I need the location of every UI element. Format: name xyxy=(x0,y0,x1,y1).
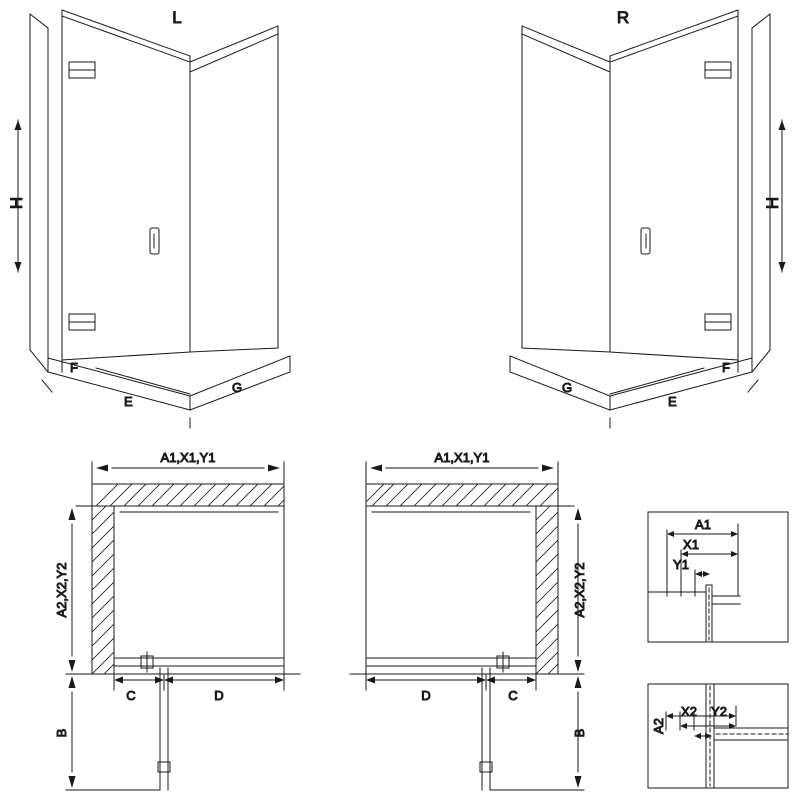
iso-left-label-g: G xyxy=(232,380,243,395)
plan-view-left xyxy=(54,450,300,790)
iso-right-label-e: E xyxy=(668,394,677,409)
plan-right-dim-b: B xyxy=(572,728,587,738)
detail-top xyxy=(648,512,788,642)
plan-right-side-dim: A2,X2,Y2 xyxy=(572,562,587,618)
detail-bottom xyxy=(648,684,788,788)
plan-left-dim-b: B xyxy=(54,728,69,738)
detail-top-dim-y1: Y1 xyxy=(673,557,689,572)
detail-top-dim-x1: X1 xyxy=(683,537,699,552)
plan-left-side-dim: A2,X2,Y2 xyxy=(54,562,69,618)
plan-right-dim-c: C xyxy=(508,688,518,703)
plan-left-dim-d: D xyxy=(214,688,224,703)
detail-bottom-dim-a2: A2 xyxy=(651,718,666,734)
plan-view-right xyxy=(350,450,587,790)
iso-right-label-f: F xyxy=(722,360,730,375)
detail-bottom-dim-y2: Y2 xyxy=(711,704,727,719)
iso-left-label-e: E xyxy=(124,394,133,409)
plan-right-top-dim: A1,X1,Y1 xyxy=(434,450,490,465)
iso-right-title: R xyxy=(616,8,630,27)
iso-view-right xyxy=(510,8,786,428)
iso-left-label-h: H xyxy=(7,196,26,210)
iso-right-label-g: G xyxy=(562,380,573,395)
iso-view-left xyxy=(7,8,290,428)
plan-left-top-dim: A1,X1,Y1 xyxy=(160,450,216,465)
iso-left-title: L xyxy=(172,8,182,27)
detail-top-dim-a1: A1 xyxy=(695,517,711,532)
iso-left-label-f: F xyxy=(70,360,78,375)
plan-left-dim-c: C xyxy=(126,688,136,703)
detail-bottom-dim-x2: X2 xyxy=(681,704,697,719)
iso-right-label-h: H xyxy=(763,196,782,210)
plan-right-dim-d: D xyxy=(421,688,431,703)
